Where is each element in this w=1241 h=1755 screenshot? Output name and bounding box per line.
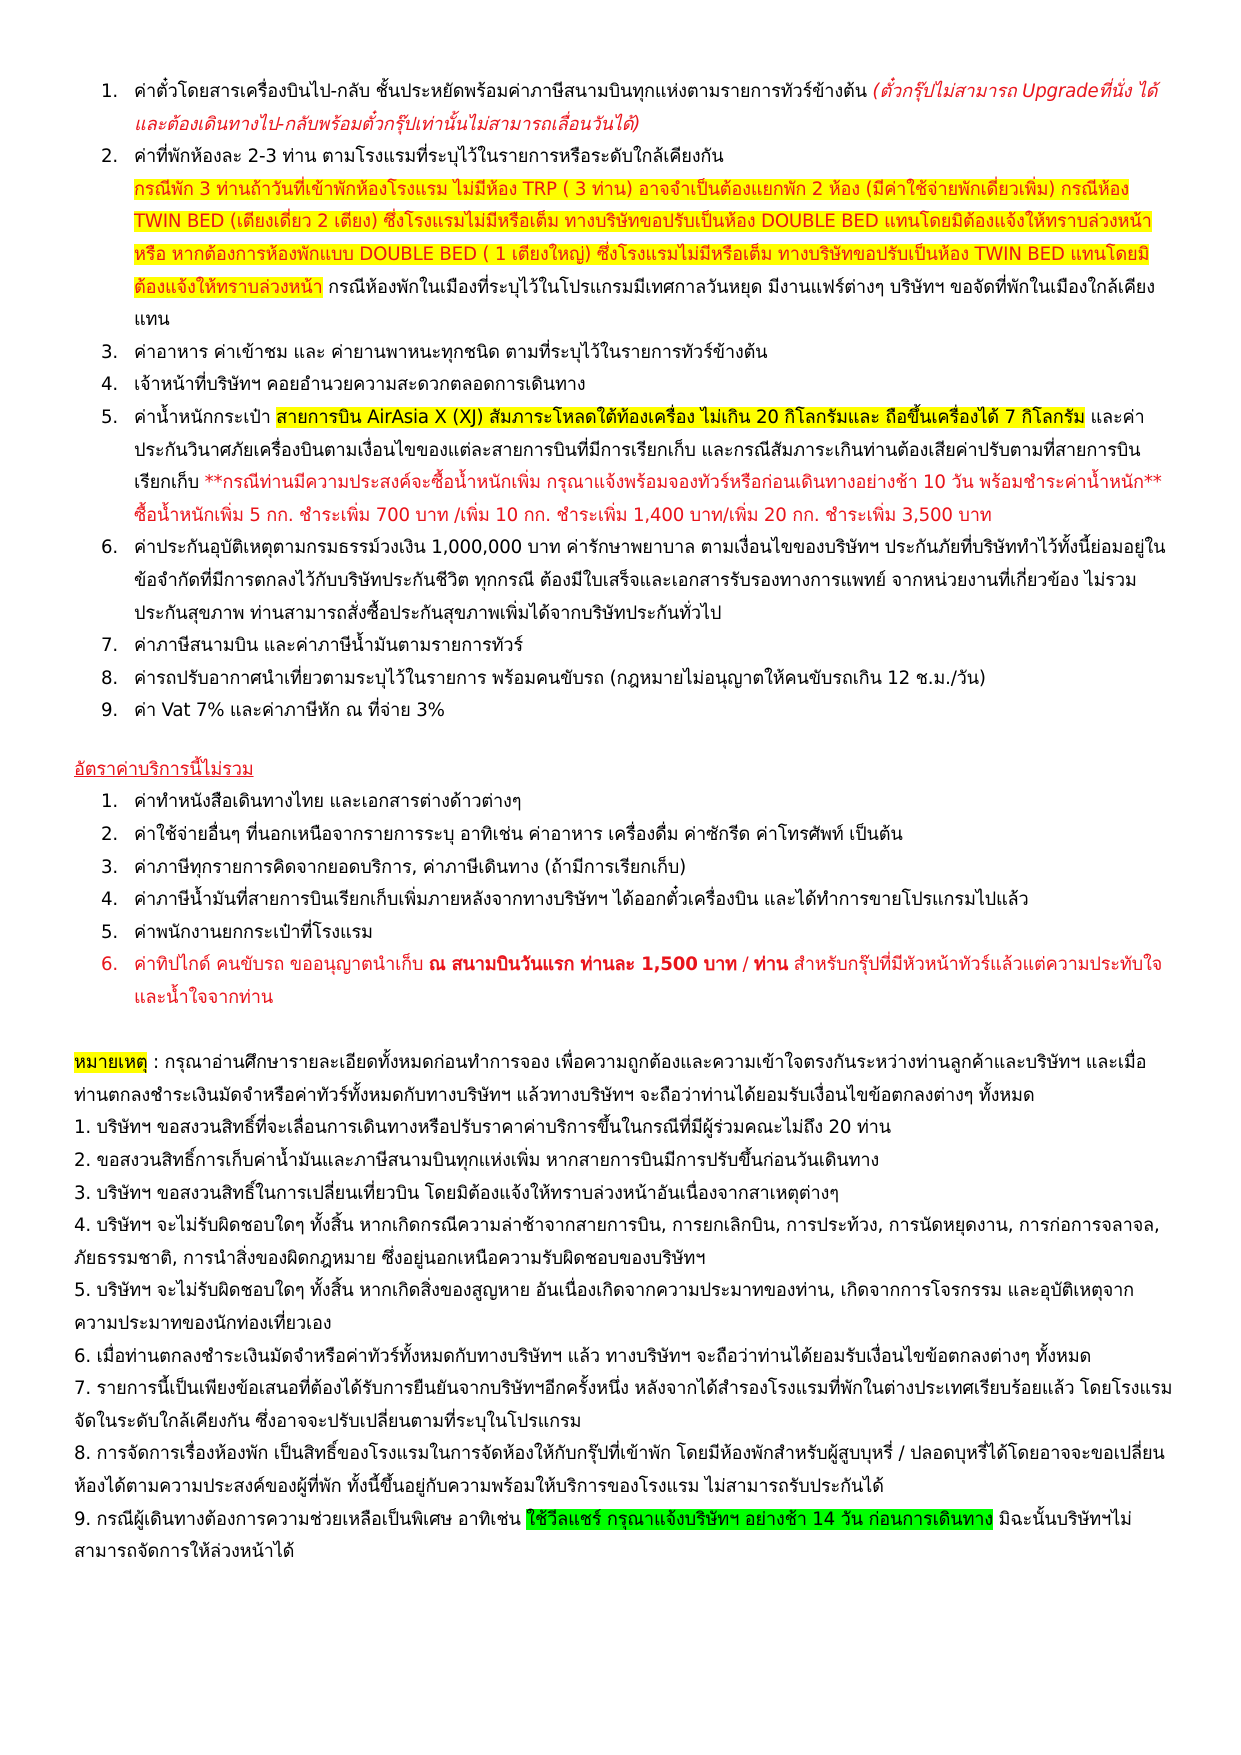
included-item-3: 3. ค่าอาหาร ค่าเข้าชม และ ค่ายานพาหนะทุกชนิด ตามที่ระบุไว้ในรายการทัวร์ข้างต้น [101, 341, 768, 363]
note-item: 3. บริษัทฯ ขอสงวนสิทธิ์ในการเปลี่ยนเที่ยวบิน โดยมิต้องแจ้งให้ทราบล่วงหน้าอันเนื่องจากสาเหตุต่างๆ [74, 1182, 839, 1204]
document-page [74, 76, 1174, 1569]
excluded-item-3: 3. ค่าภาษีทุกรายการคิดจากยอดบริการ, ค่าภาษีเดินทาง (ถ้ามีการเรียกเก็บ) [101, 856, 687, 878]
included-item-2: 2. ค่าที่พักห้องละ 2-3 ท่าน ตามโรงแรมที่ระบุไว้ในรายการหรือระดับใกล้เคียงกัน กรณีพัก 3 ท่านถ้าวันที่เข้าพักห้องโรงแรม ไม่มีห้อง TRP ( 3 ท่าน) อาจจำเป็นต้องแยกพัก 2 ห้อง (มีค่าใช้จ่ายพักเดี่ยวเพิ่ม) กรณีห้อง TWIN BED (เตียงเดี่ยว 2 เตียง) ซึ่งโรงแรมไม่มีหรือเต็ม ทางบริษัทขอปรับเป็นห้อง DOUBLE BED แทนโดยมิต้องแจ้งให้ทราบล่วงหน้า หรือ หากต้องการห้องพักแบบ DOUBLE BED ( 1 เตียงใหญ่) ซึ่งโรงแรมไม่มีหรือเต็ม ทางบริษัทขอปรับเป็นห้อง TWIN BED แทนโดยมิต้องแจ้งให้ทราบล่วงหน้า กรณีห้องพักในเมืองที่ระบุไว้ในโปรแกรมมีเทศกาลวันหยุด มีงานแฟร์ต่างๆ บริษัทฯ ขอจัดที่พักในเมืองใกล้เคียงแทน [101, 146, 1155, 331]
note-item: 5. บริษัทฯ จะไม่รับผิดชอบใดๆ ทั้งสิ้น หากเกิดสิ่งของสูญหาย อันเนื่องเกิดจากความประมาทของท่าน, เกิดจากการโจรกรรม และอุบัติเหตุจากความประมาทของนักท่องเที่ยวเอง [74, 1280, 1134, 1334]
excluded-list [74, 786, 1174, 1014]
excluded-item-4: 4. ค่าภาษีน้ำมันที่สายการบินเรียกเก็บเพิ่มภายหลังจากทางบริษัทฯ ได้ออกตั๋วเครื่องบิน และได้ทำการขายโปรแกรมไปแล้ว [101, 889, 1029, 911]
note-item-9: 9. กรณีผู้เดินทางต้องการความช่วยเหลือเป็นพิเศษ อาทิเช่น ใช้วีลแชร์ กรุณาแจ้งบริษัทฯ อย่างช้า 14 วัน ก่อนการเดินทาง มิฉะนั้นบริษัทฯไม่สามารถจัดการให้ล่วงหน้าได้ [74, 1508, 1132, 1563]
note-item: 1. บริษัทฯ ขอสงวนสิทธิ์ที่จะเลื่อนการเดินทางหรือปรับราคาค่าบริการขึ้นในกรณีที่มีผู้ร่วมคณะไม่ถึง 20 ท่าน [74, 1117, 891, 1139]
notes-intro: หมายเหตุ : กรุณาอ่านศึกษารายละเอียดทั้งหมดก่อนทำการจอง เพื่อความถูกต้องและความเข้าใจตรงกันระหว่างท่านลูกค้าและบริษัทฯ และเมื่อท่านตกลงชำระเงินมัดจำหรือค่าทัวร์ทั้งหมดกับทางบริษัทฯ แล้วทางบริษัทฯ จะถือว่าท่านได้ยอมรับเงื่อนไขข้อตกลงต่างๆ ทั้งหมด [74, 1052, 1147, 1106]
included-item-5: 5. ค่าน้ำหนักกระเป๋า สายการบิน AirAsia X (XJ) สัมภาระโหลดใต้ท้องเครื่อง ไม่เกิน 20 กิโลกรัมและ ถือขึ้นเครื่องได้ 7 กิโลกรัม และค่าประกันวินาศภัยเครื่องบินตามเงื่อนไขของแต่ละสายการบินที่มีการเรียกเก็บ และกรณีสัมภาระเกินท่านต้องเสียค่าปรับตามที่สายการบินเรียกเก็บ **กรณีท่านมีความประสงค์จะซื้อน้ำหนักเพิ่ม กรุณาแจ้งพร้อมจองทัวร์หรือก่อนเดินทางอย่างช้า 10 วัน พร้อมชำระค่าน้ำหนัก** ซื้อน้ำหนักเพิ่ม 5 กก. ชำระเพิ่ม 700 บาท /เพิ่ม 10 กก. ชำระเพิ่ม 1,400 บาท/เพิ่ม 20 กก. ชำระเพิ่ม 3,500 บาท [101, 406, 1162, 526]
excluded-section-title: อัตราค่าบริการนี้ไม่รวม [74, 758, 254, 780]
included-item-8: 8. ค่ารถปรับอากาศนำเที่ยวตามระบุไว้ในรายการ พร้อมคนขับรถ (กฎหมายไม่อนุญาตให้คนขับรถเกิน 12 ช.ม./วัน) [101, 667, 986, 689]
note-item: 8. การจัดการเรื่องห้องพัก เป็นสิทธิ์ของโรงแรมในการจัดห้องให้กับกรุ๊ปที่เข้าพัก โดยมีห้องพักสำหรับผู้สูบบุหรี่ / ปลอดบุหรี่ได้โดยอาจจะขอเปลี่ยนห้องได้ตามความประสงค์ของผู้ที่พัก ทั้งนี้ขึ้นอยู่กับความพร้อมให้บริการของโรงแรม ไม่สามารถรับประกันได้ [74, 1443, 1165, 1497]
included-item-9: 9. ค่า Vat 7% และค่าภาษีหัก ณ ที่จ่าย 3% [101, 700, 445, 722]
included-list [74, 76, 1174, 728]
included-item-7: 7. ค่าภาษีสนามบิน และค่าภาษีน้ำมันตามรายการทัวร์ [101, 635, 523, 657]
included-item-1: 1. ค่าตั๋วโดยสารเครื่องบินไป-กลับ ชั้นประหยัดพร้อมค่าภาษีสนามบินทุกแห่งตามรายการทัวร์ข้างต้น (ตั๋วกรุ๊ปไม่สามารถ Upgradeที่นั่ง ได้ และต้องเดินทางไป-กลับพร้อมตั๋วกรุ๊ปเท่านั้นไม่สามารถเลื่อนวันได้) [101, 81, 1158, 135]
excluded-item-6: 6. ค่าทิปไกด์ คนขับรถ ขออนุญาตนำเก็บ ณ สนามบินวันแรก ท่านละ 1,500 บาท / ท่าน สำหรับกรุ๊ปที่มีหัวหน้าทัวร์แล้วแต่ความประทับใจและน้ำใจจากท่าน [101, 954, 1163, 1009]
notes-section [74, 1047, 1174, 1569]
note-item: 4. บริษัทฯ จะไม่รับผิดชอบใดๆ ทั้งสิ้น หากเกิดกรณีความล่าช้าจากสายการบิน, การยกเลิกบิน, การประท้วง, การนัดหยุดงาน, การก่อการจลาจล, ภัยธรรมชาติ, การนำสิ่งของผิดกฎหมาย ซึ่งอยู่นอกเหนือความรับผิดชอบของบริษัทฯ [74, 1215, 1160, 1269]
note-item: 2. ขอสงวนสิทธิ์การเก็บค่าน้ำมันและภาษีสนามบินทุกแห่งเพิ่ม หากสายการบินมีการปรับขึ้นก่อนวันเดินทาง [74, 1150, 880, 1171]
note-item: 7. รายการนี้เป็นเพียงข้อเสนอที่ต้องได้รับการยืนยันจากบริษัทฯอีกครั้งหนึ่ง หลังจากได้สำรองโรงแรมที่พักในต่างประเทศเรียบร้อยแล้ว โดยโรงแรมจัดในระดับใกล้เคียงกัน ซึ่งอาจจะปรับเปลี่ยนตามที่ระบุในโปรแกรม [74, 1378, 1173, 1432]
notes-label: หมายเหตุ [74, 1052, 148, 1074]
included-item-4: 4. เจ้าหน้าที่บริษัทฯ คอยอำนวยความสะดวกตลอดการเดินทาง [101, 374, 586, 396]
excluded-item-2: 2. ค่าใช้จ่ายอื่นๆ ที่นอกเหนือจากรายการระบุ อาทิเช่น ค่าอาหาร เครื่องดื่ม ค่าซักรีด ค่าโทรศัพท์ เป็นต้น [101, 824, 903, 846]
included-item-6: 6. ค่าประกันอุบัติเหตุตามกรมธรรม์วงเงิน 1,000,000 บาท ค่ารักษาพยาบาล ตามเงื่อนไขของบริษัทฯ ประกันภัยที่บริษัททำไว้ทั้งนี้ย่อมอยู่ในข้อจำกัดที่มีการตกลงไว้กับบริษัทประกันชีวิต ทุกกรณี ต้องมีใบเสร็จและเอกสารรับรองทางการแพทย์ จากหน่วยงานที่เกี่ยวข้อง ไม่รวมประกันสุขภาพ ท่านสามารถสั่งซื้อประกันสุขภาพเพิ่มได้จากบริษัทประกันทั่วไป [101, 537, 1166, 624]
excluded-item-5: 5. ค่าพนักงานยกกระเป๋าที่โรงแรม [101, 921, 373, 943]
spacer [74, 1015, 1174, 1048]
excluded-item-1: 1. ค่าทำหนังสือเดินทางไทย และเอกสารต่างด้าวต่างๆ [101, 791, 522, 813]
note-item: 6. เมื่อท่านตกลงชำระเงินมัดจำหรือค่าทัวร์ทั้งหมดกับทางบริษัทฯ แล้ว ทางบริษัทฯ จะถือว่าท่านได้ยอมรับเงื่อนไขข้อตกลงต่างๆ ทั้งหมด [74, 1345, 1092, 1367]
